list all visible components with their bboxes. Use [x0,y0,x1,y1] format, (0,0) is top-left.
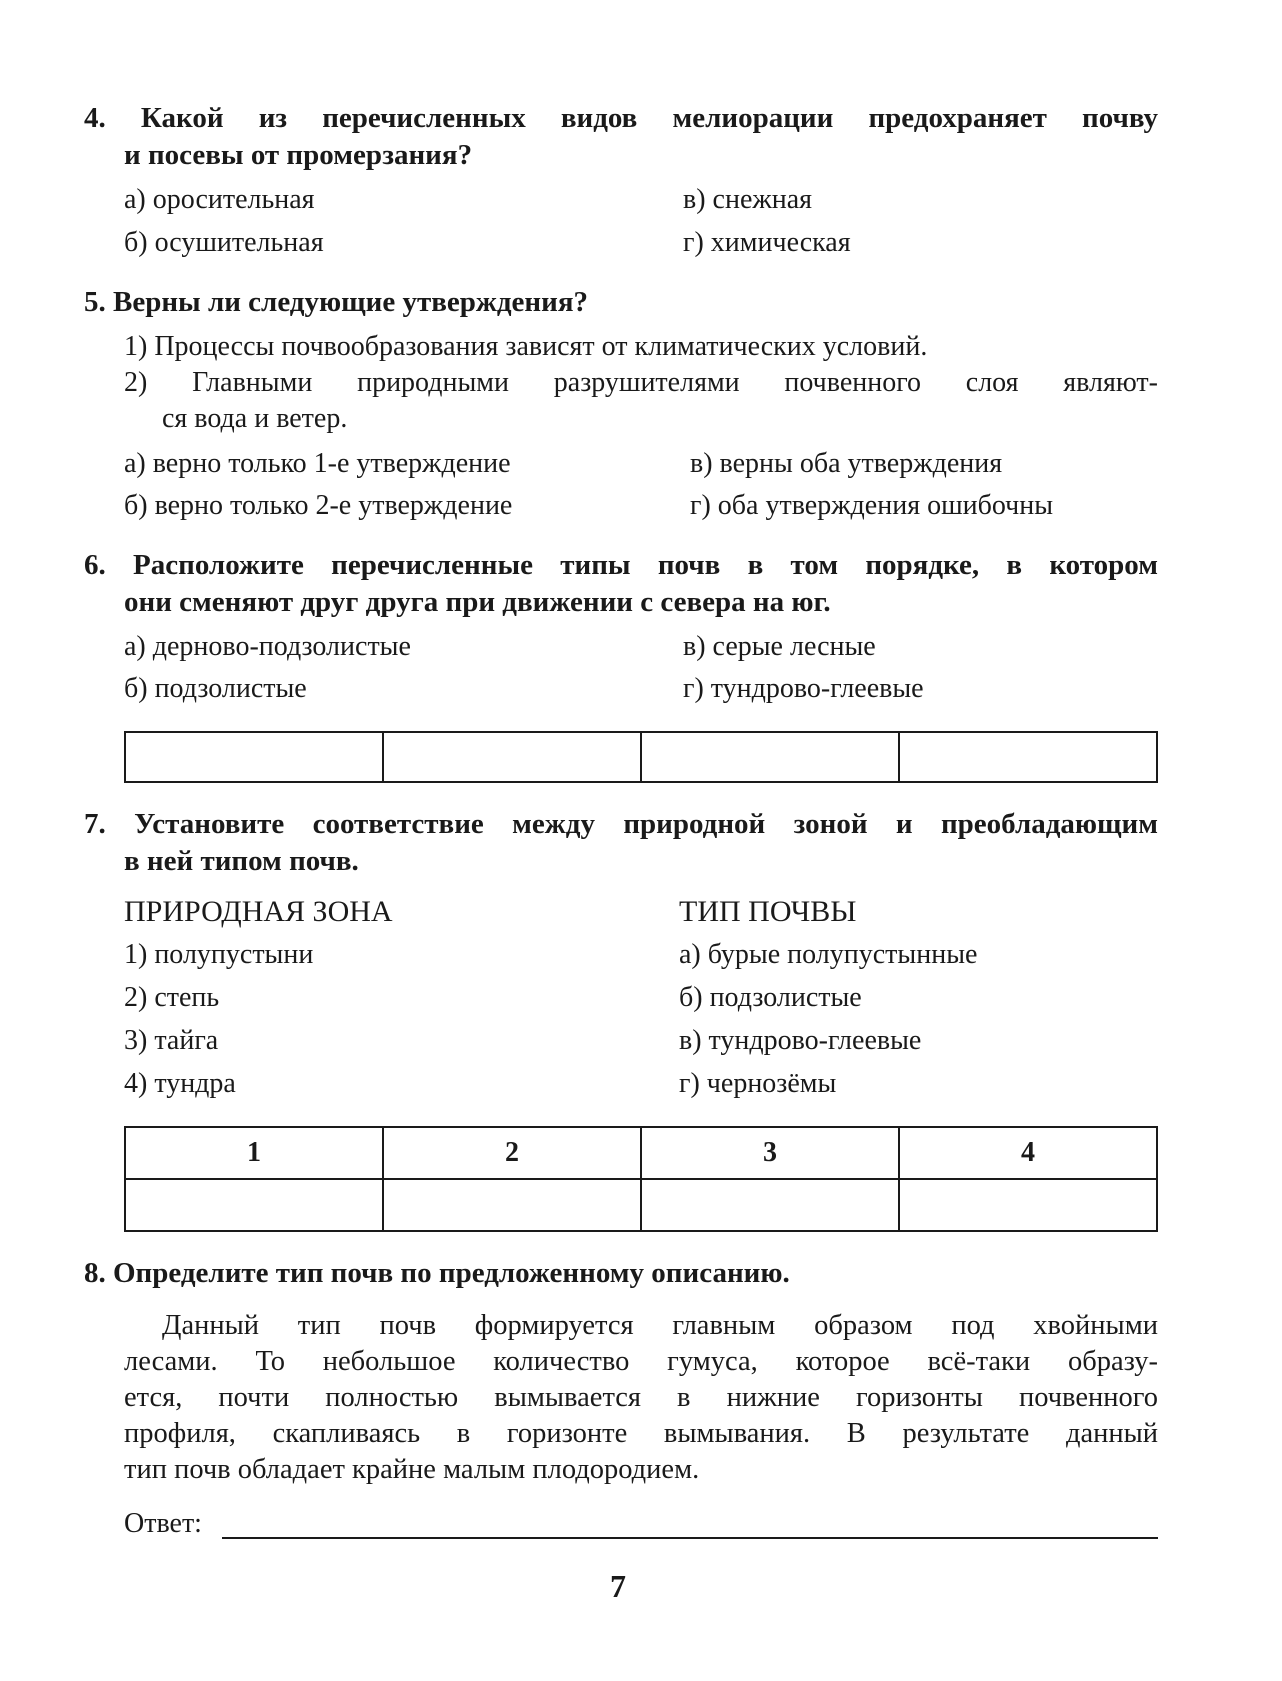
q7-zone-2: 2) степь [124,982,220,1013]
q8-text-line5: тип почв обладает крайне малым плодородием. [124,1454,700,1485]
q6-answer-cell-4[interactable] [899,732,1157,782]
q5-statement-2-line2: ся вода и ветер. [162,403,348,434]
q6-answer-table [124,731,1158,783]
q7-soil-v: в) тундрово-глеевые [679,1025,922,1056]
q7-zone-3: 3) тайга [124,1025,219,1056]
q7-answer-cell-2[interactable] [383,1179,641,1231]
q5-statement-2-line1: 2) Главными природными разрушителями почвенного слоя являют- [124,367,1158,398]
q6-answer-cell-3[interactable] [641,732,899,782]
q7-answer-cell-4[interactable] [899,1179,1157,1231]
q7-title-line1: 7. Установите соответствие между природной зоной и преобладающим [84,808,1158,840]
q6-option-b: б) подзолистые [124,673,307,704]
q8-text-line1: Данный тип почв формируется главным образом под хвойными [162,1310,1158,1341]
q7-title-line2: в ней типом почв. [124,845,359,877]
q6-option-v: в) серые лесные [683,631,876,662]
q7-soil-g: г) чернозёмы [679,1068,837,1099]
page-number: 7 [610,1568,626,1604]
q5-title: 5. Верны ли следующие утверждения? [84,286,589,318]
q4-option-a: а) оросительная [124,184,315,215]
q7-answer-cell-3[interactable] [641,1179,899,1231]
q6-option-g: г) тундрово-глеевые [683,673,924,704]
q5-option-a: а) верно только 1-е утверждение [124,448,511,479]
q8-text-line2: лесами. То небольшое количество гумуса, которое всё-таки образу- [124,1346,1158,1377]
q7-soil-a: а) бурые полупустынные [679,939,978,970]
q7-table-header-3: 3 [641,1127,899,1179]
q8-text-line4: профиля, скапливаясь в горизонте вымывания. В результате данный [124,1418,1158,1449]
q8-answer-line[interactable] [222,1535,1158,1539]
q5-statement-1: 1) Процессы почвообразования зависят от климатических условий. [124,331,928,362]
q5-option-v: в) верны оба утверждения [690,448,1003,479]
q7-soil-header: ТИП ПОЧВЫ [679,895,857,928]
q5-option-b: б) верно только 2-е утверждение [124,490,513,521]
q7-answer-cell-1[interactable] [125,1179,383,1231]
q4-option-b: б) осушительная [124,227,324,258]
q4-option-g: г) химическая [683,227,851,258]
q6-answer-cell-1[interactable] [125,732,383,782]
q7-table-header-2: 2 [383,1127,641,1179]
q4-title-line1: 4. Какой из перечисленных видов мелиорации предохраняет почву [84,102,1158,134]
q8-answer-label: Ответ: [124,1508,202,1539]
q5-option-g: г) оба утверждения ошибочны [690,490,1054,521]
q7-zone-header: ПРИРОДНАЯ ЗОНА [124,895,393,928]
q6-title-line1: 6. Расположите перечисленные типы почв в том порядке, в котором [84,549,1158,581]
q8-text-line3: ется, почти полностью вымывается в нижние горизонты почвенного [124,1382,1158,1413]
q7-zone-4: 4) тундра [124,1068,236,1099]
q7-table-header-4: 4 [899,1127,1157,1179]
q6-answer-cell-2[interactable] [383,732,641,782]
q6-title-line2: они сменяют друг друга при движении с севера на юг. [124,586,831,618]
q7-answer-table [124,1126,1158,1232]
q7-zone-1: 1) полупустыни [124,939,314,970]
q7-table-header-1: 1 [125,1127,383,1179]
q4-title-line2: и посевы от промерзания? [124,139,473,171]
q7-soil-b: б) подзолистые [679,982,862,1013]
q6-option-a: а) дерново-подзолистые [124,631,411,662]
q4-option-v: в) снежная [683,184,813,215]
q8-title: 8. Определите тип почв по предложенному описанию. [84,1257,790,1289]
